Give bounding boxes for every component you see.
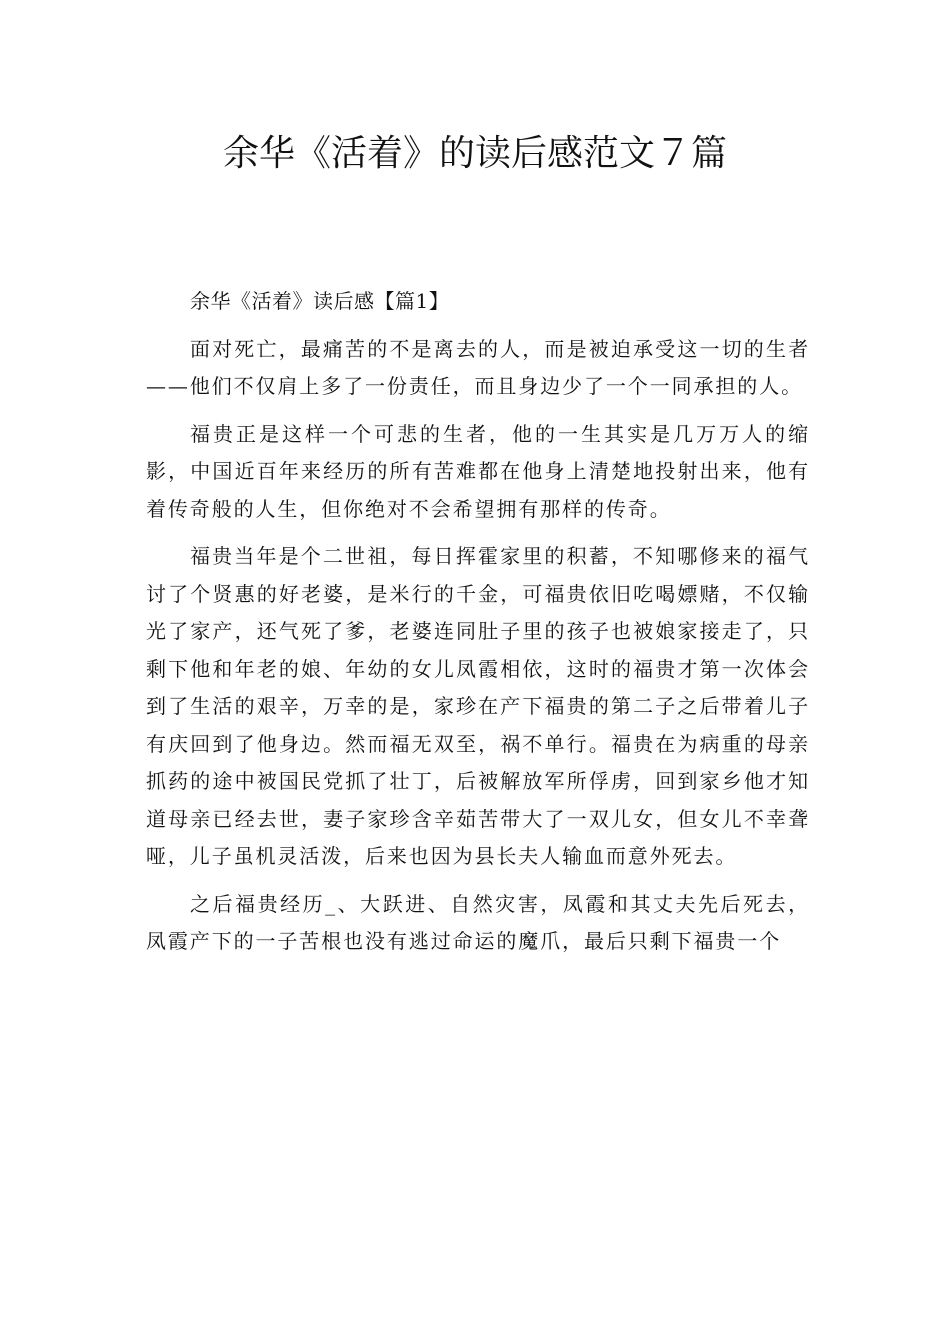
paragraph-2: 福贵正是这样一个可悲的生者，他的一生其实是几万万人的缩影，中国近百年来经历的所有苦难都在他身上清楚地投射出来，他有着传奇般的人生，但你绝对不会希望拥有那样的传奇。: [146, 421, 810, 521]
document-body: [146, 283, 810, 961]
section-heading: 余华《活着》读后感【篇1】: [190, 289, 450, 313]
document-title: 余华《活着》的读后感范文７篇: [222, 133, 727, 174]
paragraph-1: 面对死亡，最痛苦的不是离去的人，而是被迫承受这一切的生者——他们不仅肩上多了一份责任，而且身边少了一个一同承担的人。: [146, 336, 810, 398]
paragraph-3: 福贵当年是个二世祖，每日挥霍家里的积蓄，不知哪修来的福气讨了个贤惠的好老婆，是米行的千金，可福贵依旧吃喝嫖赌，不仅输光了家产，还气死了爹，老婆连同肚子里的孩子也被娘家接走了，只剩下他和年老的娘、年幼的女儿凤霞相依，这时的福贵才第一次体会到了生活的艰辛，万幸的是，家珍在产下福贵的第二子之后带着儿子有庆回到了他身边。然而福无双至，祸不单行。福贵在为病重的母亲抓药的途中被国民党抓了壮丁，后被解放军所俘虏，回到家乡他才知道母亲已经去世，妻子家珍含辛茹苦带大了一双儿女，但女儿不幸聋哑，儿子虽机灵活泼，后来也因为县长夫人输血而意外死去。: [146, 544, 810, 868]
paragraph-4: 之后福贵经历_、大跃进、自然灾害，凤霞和其丈夫先后死去，凤霞产下的一子苦根也没有逃过命运的魔爪，最后只剩下福贵一个: [146, 891, 810, 953]
